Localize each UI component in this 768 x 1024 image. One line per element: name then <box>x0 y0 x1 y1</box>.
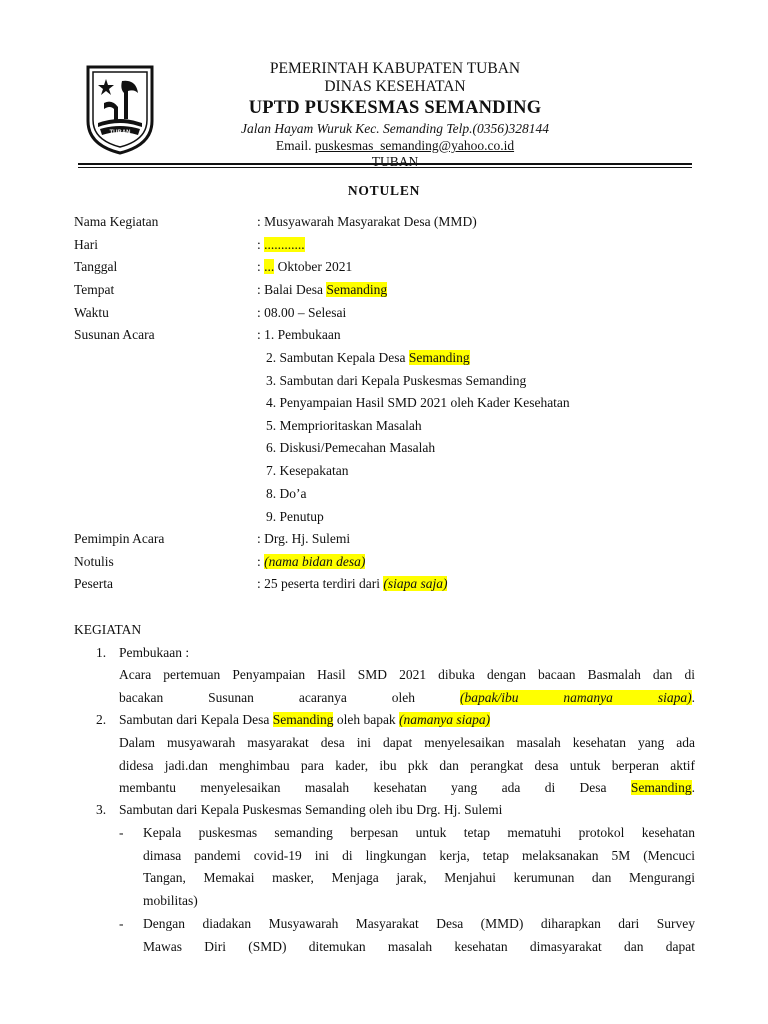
field-label-peserta: Peserta <box>74 576 113 591</box>
bullet-dash-1: - <box>119 825 124 840</box>
bullet-1-line-2: dimasa pandemi covid-19 ini di lingkungan kerja, tetap melaksanakan 5M (Mencuci <box>143 847 695 863</box>
kegiatan-2-title: Sambutan dari Kepala Desa Semanding oleh bapak (namanya siapa) <box>119 712 491 727</box>
email-label: Email. <box>275 138 315 153</box>
letterhead-address: Jalan Hayam Wuruk Kec. Semanding Telp.(0356)328144 <box>240 121 550 136</box>
letterhead-city: TUBAN <box>371 154 419 169</box>
bullet-1-line-3: Tangan, Memakai masker, Menjaga jarak, Menjahui kerumunan dan Mengurangi <box>143 870 695 885</box>
field-value-tempat: : Balai Desa Semanding <box>257 282 388 297</box>
bullet-2-line-1: Dengan diadakan Musyawarah Masyarakat Desa (MMD) diharapkan dari Survey <box>143 916 695 931</box>
kegiatan-1-number: 1. <box>96 645 107 660</box>
field-label-hari: Hari <box>74 237 98 252</box>
field-label-waktu: Waktu <box>74 305 109 320</box>
highlight-notulis: (nama bidan desa) <box>264 554 366 569</box>
kegiatan-2-line-2: didesa jadi.dan menghimbau para kader, ibu pkk dan perangkat desa untuk berperan aktif <box>119 757 695 773</box>
acara-item-2: 2. Sambutan Kepala Desa Semanding <box>266 350 470 365</box>
acara-item-3: 3. Sambutan dari Kepala Puskesmas Semanding <box>266 373 527 388</box>
bullet-dash-2: - <box>119 916 124 931</box>
field-value-peserta: : 25 peserta terdiri dari (siapa saja) <box>257 576 448 591</box>
acara-item-6: 6. Diskusi/Pemecahan Masalah <box>266 440 436 455</box>
kegiatan-3-bullet-1 <box>143 822 695 912</box>
highlight-hari: ............ <box>264 237 305 252</box>
kegiatan-2-line-3: membantu menyelesaikan masalah kesehatan yang ada di Desa Semanding. <box>119 780 695 795</box>
acara-item-5: 5. Memprioritaskan Masalah <box>266 418 422 433</box>
bullet-1-line-1: Kepala puskesmas semanding berpesan untuk tetap mematuhi protokol kesehatan <box>143 825 695 840</box>
field-value-notulis: : (nama bidan desa) <box>257 554 366 569</box>
highlight-peserta: (siapa saja) <box>383 576 448 591</box>
document-title: NOTULEN <box>347 183 421 198</box>
highlight-kegiatan-2-desa: Semanding <box>272 712 334 727</box>
field-value-waktu: : 08.00 – Selesai <box>257 305 347 320</box>
section-heading-kegiatan: KEGIATAN <box>74 622 142 637</box>
letterhead-institution: UPTD PUSKESMAS SEMANDING <box>248 98 542 118</box>
field-value-nama-kegiatan: : Musyawarah Masyarakat Desa (MMD) <box>257 214 477 229</box>
field-label-nama-kegiatan: Nama Kegiatan <box>74 214 159 229</box>
tuban-emblem-logo <box>84 63 156 155</box>
field-label-notulis: Notulis <box>74 554 114 569</box>
highlight-kegiatan-1: (bapak/ibu namanya siapa) <box>459 689 692 705</box>
bullet-1-line-4: mobilitas) <box>143 892 198 908</box>
kegiatan-1-line-2: bacakan Susunan acaranya oleh (bapak/ibu namanya siapa). <box>119 689 695 705</box>
highlight-acara-2: Semanding <box>408 350 470 365</box>
kegiatan-3-number: 3. <box>96 802 107 817</box>
letterhead-email-line <box>160 137 630 154</box>
kegiatan-3-title: Sambutan dari Kepala Puskesmas Semanding oleh ibu Drg. Hj. Sulemi <box>119 802 503 817</box>
bullet-2-line-2: Mawas Diri (SMD) ditemukan masalah kesehatan dimasyarakat dan dapat <box>143 938 695 954</box>
highlight-kegiatan-2-line: Semanding <box>630 780 692 795</box>
kegiatan-1-paragraph <box>119 664 695 709</box>
letterhead <box>160 60 630 170</box>
acara-item-4: 4. Penyampaian Hasil SMD 2021 oleh Kader Kesehatan <box>266 395 570 410</box>
letterhead-department: DINAS KESEHATAN <box>324 78 466 95</box>
field-value-pemimpin: : Drg. Hj. Sulemi <box>257 531 351 546</box>
kegiatan-3-bullet-2 <box>143 913 695 958</box>
field-label-tanggal: Tanggal <box>74 259 118 274</box>
field-value-hari: : ............ <box>257 237 305 252</box>
kegiatan-2-line-1: Dalam musyawarah masyarakat desa ini dapat menyelesaikan masalah kesehatan yang ada <box>119 735 695 750</box>
letterhead-rule-thin <box>78 167 692 168</box>
letterhead-government: PEMERINTAH KABUPATEN TUBAN <box>269 60 521 77</box>
highlight-tanggal: ... <box>264 259 275 274</box>
acara-item-1: : 1. Pembukaan <box>257 327 341 342</box>
kegiatan-2-number: 2. <box>96 712 107 727</box>
letterhead-rule-thick <box>78 163 692 165</box>
kegiatan-1-title: Pembukaan : <box>119 645 190 660</box>
field-label-pemimpin: Pemimpin Acara <box>74 531 165 546</box>
acara-item-7: 7. Kesepakatan <box>266 463 349 478</box>
kegiatan-1-line-1: Acara pertemuan Penyampaian Hasil SMD 2021 dibuka dengan bacaan Basmalah dan di <box>119 667 695 682</box>
field-label-tempat: Tempat <box>74 282 115 297</box>
highlight-tempat: Semanding <box>326 282 388 297</box>
highlight-kegiatan-2-nama: (namanya siapa) <box>399 712 491 727</box>
kegiatan-2-paragraph <box>119 732 695 800</box>
logo-label: TUBAN <box>109 130 131 136</box>
field-value-tanggal: : ... Oktober 2021 <box>257 259 353 274</box>
acara-item-9: 9. Penutup <box>266 509 324 524</box>
acara-item-8: 8. Do’a <box>266 486 307 501</box>
email-link[interactable]: puskesmas_semanding@yahoo.co.id <box>314 138 515 153</box>
field-label-susunan-acara: Susunan Acara <box>74 327 155 342</box>
